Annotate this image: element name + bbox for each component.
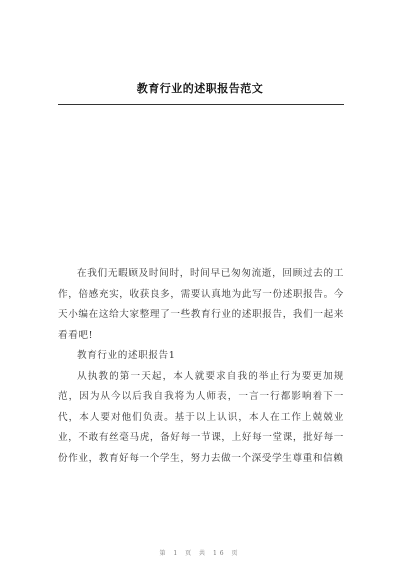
page-number-footer: 第 1 页 共 16 页 bbox=[159, 550, 241, 557]
intro-paragraph: 在我们无暇顾及时间时，时间早已匆匆流逝，回顾过去的工作，倍感充实，收获良多，需要认真地为此写一份述职报告。今天小编在这给大家整理了一些教育行业的述职报告，我们一起来看看吧! bbox=[58, 268, 344, 341]
section-heading: 教育行业的述职报告1 bbox=[77, 350, 176, 361]
section-paragraph: 从执教的第一天起，本人就要求自我的举止行为要更加规范，因为从今以后我自我将为人师表，一言一行都影响着下一代，本人要对他们负责。基于以上认识，本人在工作上兢兢业业，不敢有丝毫马虎，备好每一节课，上好每一堂课，批好每一份作业，教育好每一个学生，努力去做一个深受学生尊重和信赖 bbox=[58, 370, 344, 464]
title-divider bbox=[58, 104, 344, 105]
document-title: 教育行业的述职报告范文 bbox=[136, 82, 264, 95]
document-body bbox=[58, 264, 344, 469]
